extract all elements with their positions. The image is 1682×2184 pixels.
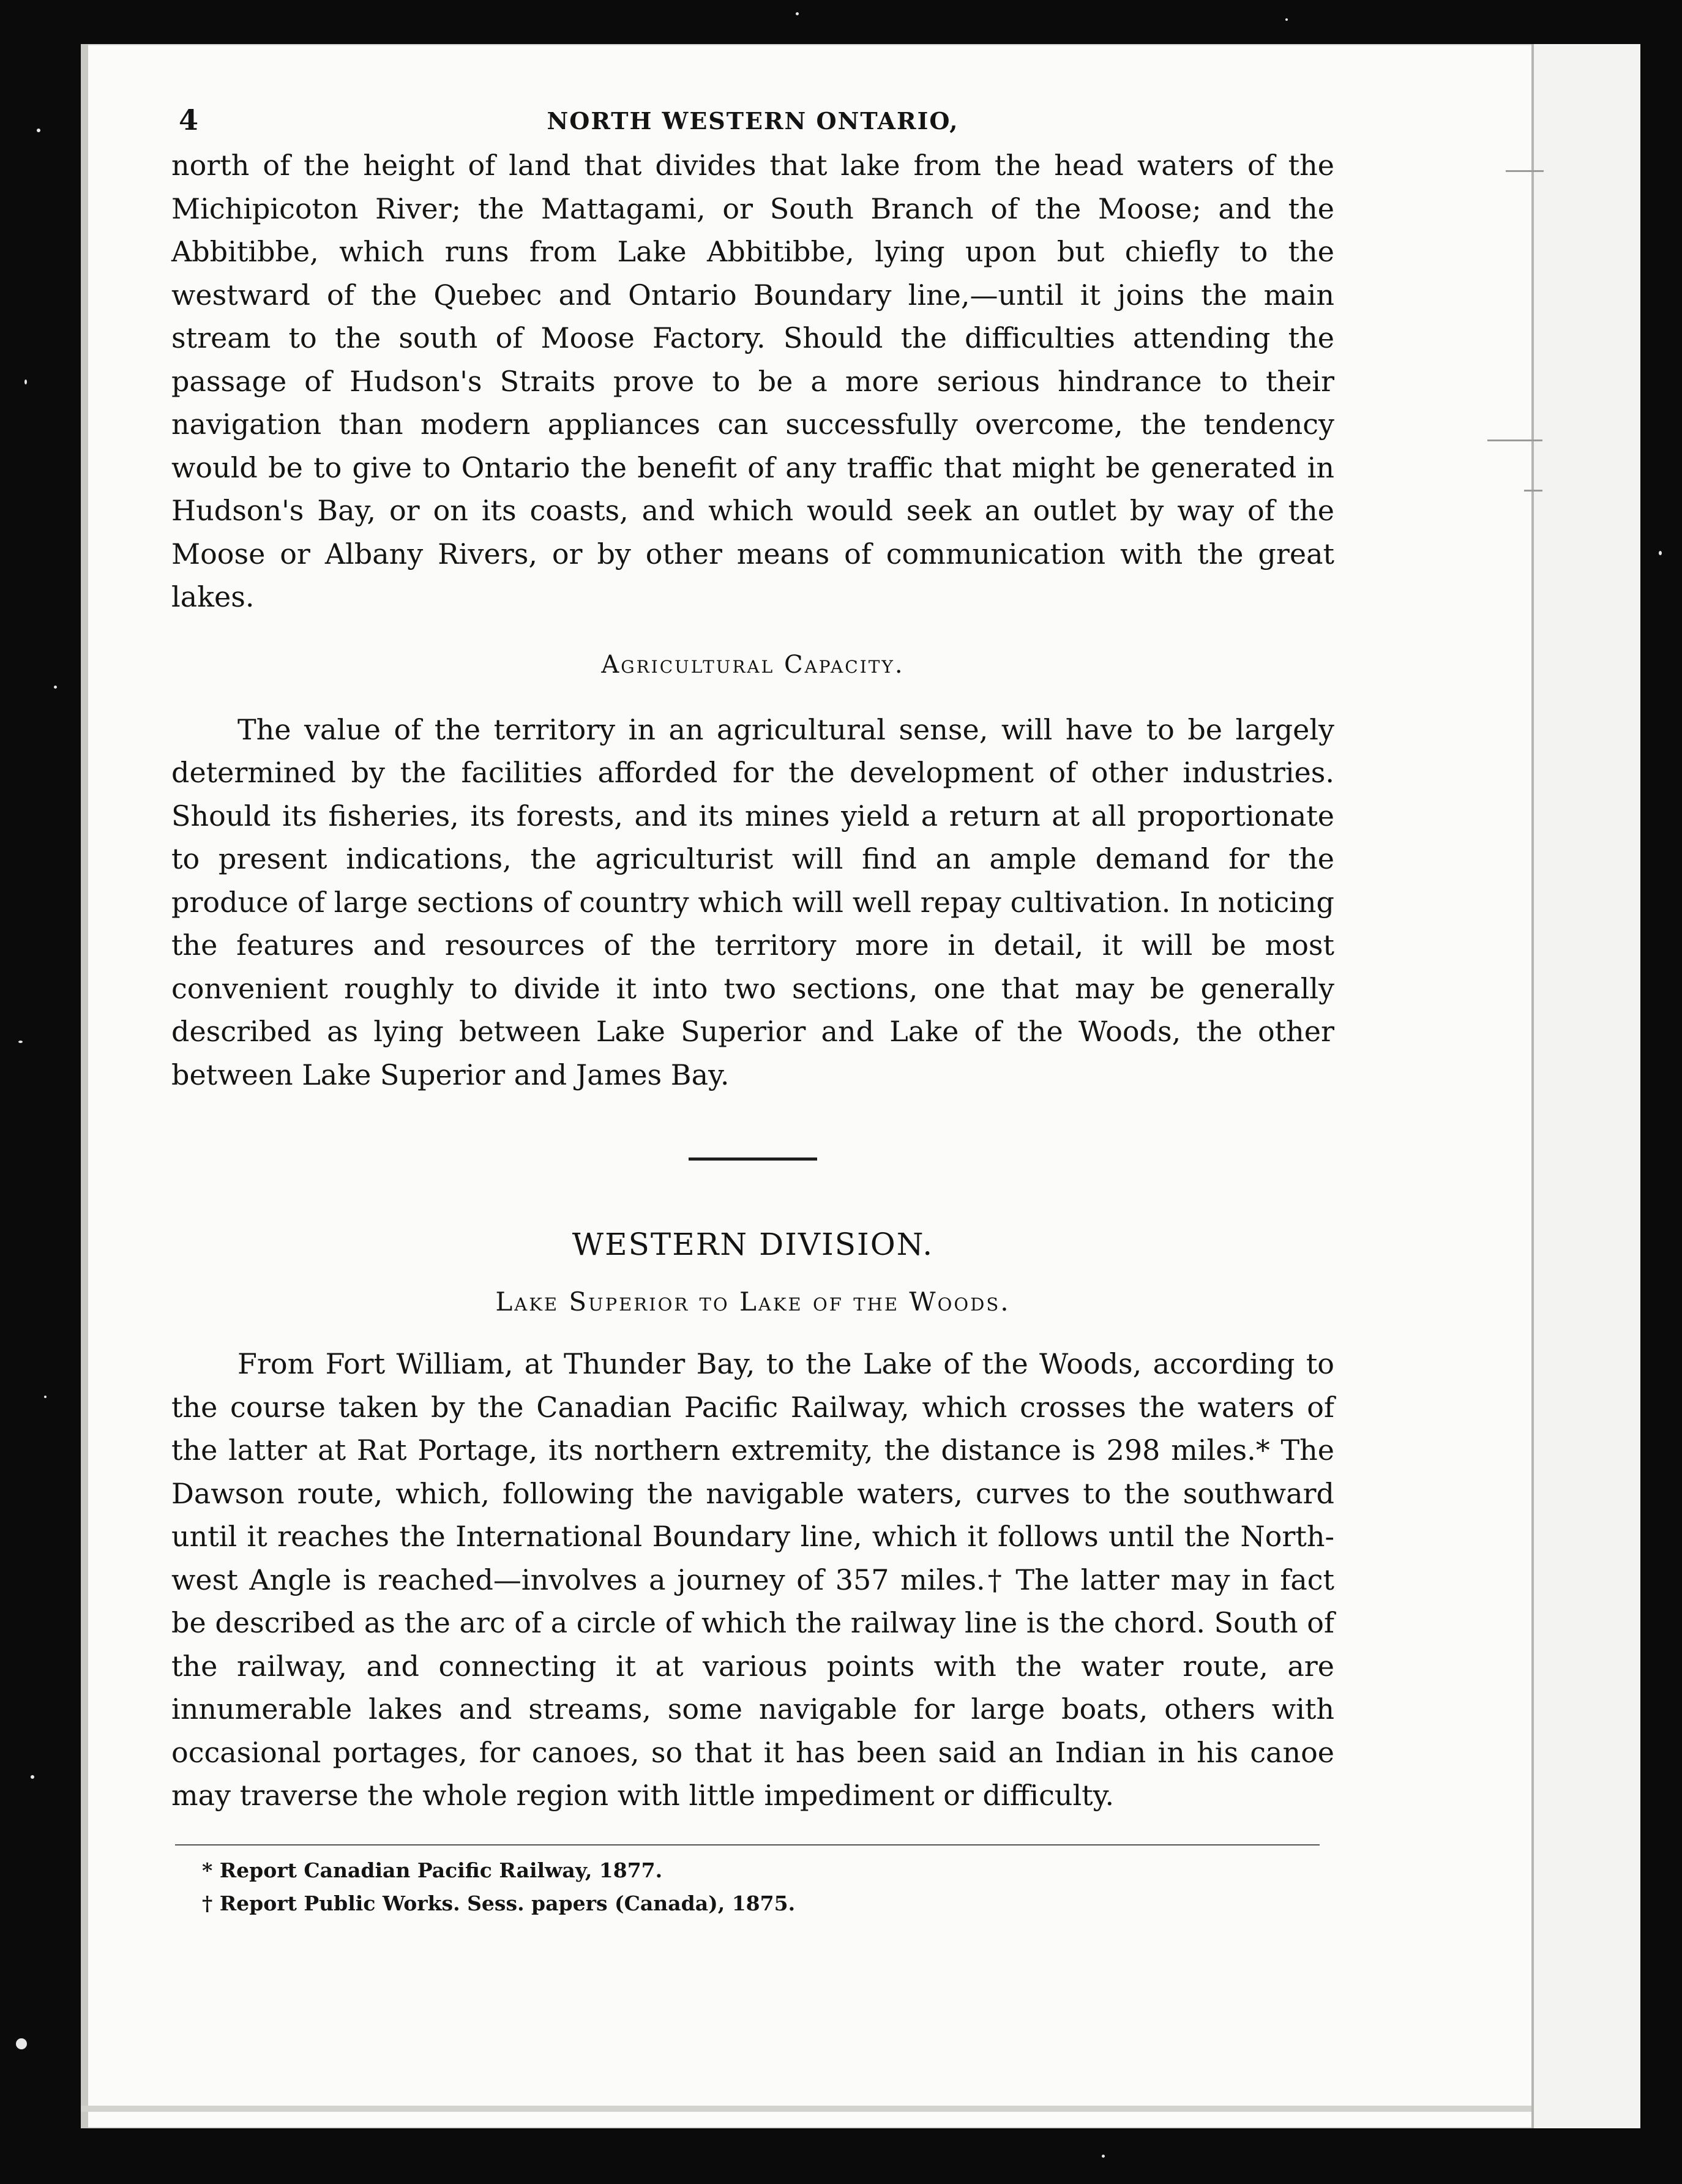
scan-speck <box>31 1775 34 1779</box>
scan-speck <box>1102 2155 1105 2158</box>
page-fold-line <box>1531 44 1534 2128</box>
lake-superior-subheading: Lake Superior to Lake of the Woods. <box>495 1287 1011 1317</box>
page-bottom-edge <box>81 2106 1640 2112</box>
opening-paragraph: north of the height of land that divides that lake from the head waters of the Michipicoton River; the Mattagami, or South Branch of the Moose; and the Abbitibbe, which runs from Lake Abbitibbe, lying upon but chiefly to the westward of the Quebec and Ontario Boundary line,—until it joins the main stream to the south of Moose Factory. Should the difficulties attending the passage of Hudson's Straits prove to be a more serious hindrance to their navigation than modern appliances can successfully overcome, the tendency would be to give to Ontario the benefit of any traffic that might be generated in Hudson's Bay, or on its coasts, and which would seek an outlet by way of the Moose or Albany Rivers, or by other means of communication with the great lakes. <box>171 149 1334 613</box>
page-header <box>171 101 1334 144</box>
scan-speck <box>796 12 799 15</box>
scan-speck <box>18 1041 23 1043</box>
scan-speck <box>24 380 27 384</box>
western-division-heading: WESTERN DIVISION. <box>572 1227 934 1262</box>
margin-mark <box>1524 490 1542 492</box>
running-title: NORTH WESTERN ONTARIO, <box>547 107 959 135</box>
scan-speck <box>37 129 40 132</box>
footnote-1: * Report Canadian Pacific Railway, 1877. <box>202 1858 663 1882</box>
footnote-2: † Report Public Works. Sess. papers (Canada), 1875. <box>202 1891 796 1915</box>
agricultural-paragraph: The value of the territory in an agricultural sense, will have to be largely determined by the facilities afforded for the development of other industries. Should its fisheries, its forests, and its mines yield a return at all proportionate to present indications, the agriculturist will find an ample demand for the produce of large sections of country which will well repay cultivation. In noticing the features and resources of the territory more in detail, it will be most convenient roughly to divide it into two sections, one that may be generally described as lying between Lake Superior and Lake of the Woods, the other between Lake Superior and James Bay. <box>171 712 1334 1091</box>
margin-mark <box>1487 439 1542 441</box>
page-left-edge <box>81 44 88 2128</box>
text-block <box>171 101 1334 1920</box>
adjacent-page-strip <box>1534 44 1640 2128</box>
margin-mark <box>1506 170 1544 172</box>
western-division-paragraph: From Fort William, at Thunder Bay, to the Lake of the Woods, according to the course taken by the Canadian Pacific Railway, which crosses the waters of the latter at Rat Portage, its northern extremity, the distance is 298 miles.* The Dawson route, which, following the navigable waters, curves to the southward until it reaches the International Boundary line, which it follows until the North-west Angle is reached—involves a journey of 357 miles.† The latter may in fact be described as the arc of a circle of which the railway line is the chord. South of the railway, and connecting it at various points with the water route, are innumerable lakes and streams, some navigable for large boats, others with occasional portages, for canoes, so that it has been said an Indian in his canoe may traverse the whole region with little impediment or difficulty. <box>171 1347 1334 1812</box>
scan-speck <box>54 686 57 689</box>
scan-speck <box>1659 551 1662 555</box>
scan-speck <box>16 2038 27 2049</box>
scan-speck <box>1285 18 1288 21</box>
scan-speck <box>44 1396 47 1398</box>
agricultural-capacity-heading: Agricultural Capacity. <box>601 650 905 679</box>
page-number: 4 <box>179 103 200 136</box>
